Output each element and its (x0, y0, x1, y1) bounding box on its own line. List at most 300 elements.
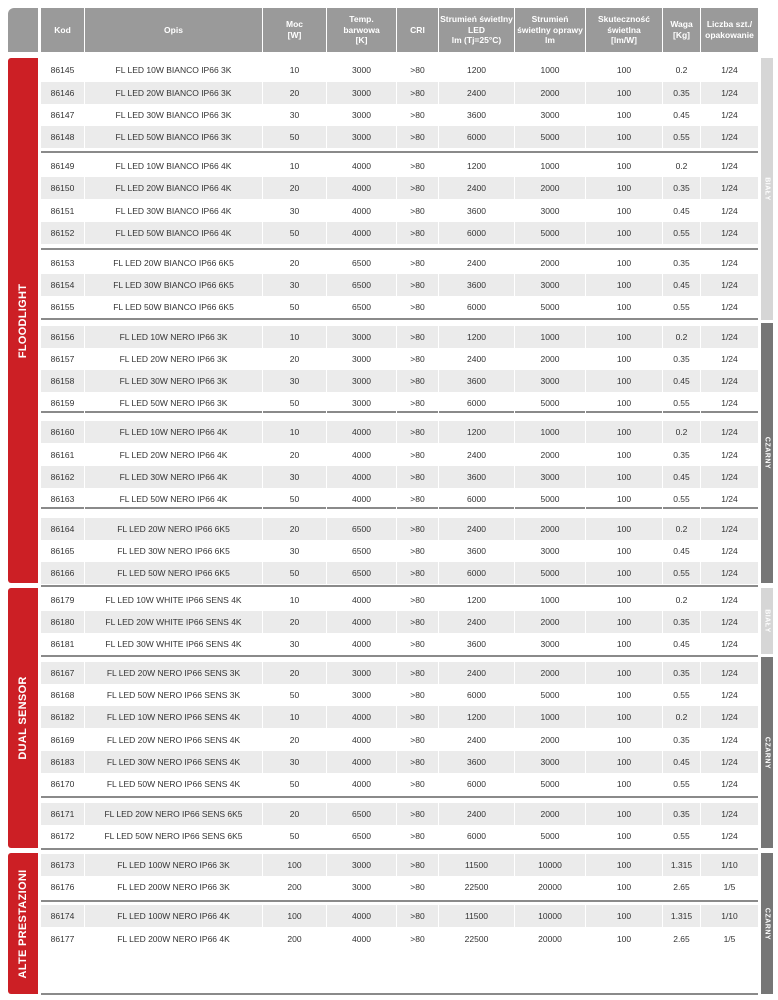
table-cell: 4000 (327, 421, 397, 443)
table-cell: 4000 (327, 611, 397, 633)
table-cell: 6000 (439, 825, 515, 847)
table-cell: 2000 (515, 252, 586, 274)
table-cell: 1200 (439, 59, 515, 81)
table-header (41, 8, 758, 52)
table-row (41, 684, 758, 706)
table-cell: 1200 (439, 155, 515, 177)
table-cell: 20 (263, 348, 327, 370)
table-cell: 5000 (515, 773, 586, 795)
table-cell: 20000 (515, 928, 586, 950)
table-cell: 100 (586, 348, 663, 370)
table-cell: 20 (263, 444, 327, 466)
table-cell: 86183 (41, 751, 85, 773)
table-row (41, 104, 758, 126)
table-cell: FL LED 10W BIANCO IP66 3K (85, 59, 263, 81)
table-cell: 100 (586, 59, 663, 81)
table-cell: 4000 (327, 155, 397, 177)
table-cell: >80 (397, 348, 439, 370)
table-cell: 1/24 (721, 735, 738, 745)
table-cell: 1/24 (721, 183, 738, 193)
table-cell: 30 (263, 633, 327, 655)
table-cell: 100 (586, 928, 663, 950)
table-cell: 4000 (327, 773, 397, 795)
table-cell: 5000 (515, 222, 586, 244)
table-row (41, 928, 758, 950)
table-cell: 3000 (327, 348, 397, 370)
table-cell: 50 (263, 222, 327, 244)
table-cell: >80 (397, 104, 439, 126)
table-cell: 100 (586, 854, 663, 876)
table-cell: 6000 (439, 392, 515, 414)
table-cell: 20000 (515, 876, 586, 898)
table-cell: 3000 (327, 662, 397, 684)
table-cell: >80 (397, 59, 439, 81)
table-cell: 5000 (515, 392, 586, 414)
table-cell: 1000 (515, 326, 586, 348)
table-cell: 100 (586, 82, 663, 104)
table-row (41, 589, 758, 611)
table-cell: >80 (397, 803, 439, 825)
table-cell: 3000 (327, 59, 397, 81)
table-cell: 100 (586, 729, 663, 751)
table-cell: 1/24 (721, 110, 738, 120)
table-cell: 10 (263, 706, 327, 728)
table-cell: 6500 (327, 803, 397, 825)
table-cell: 1000 (515, 706, 586, 728)
table-cell: 1.315 (663, 905, 701, 927)
table-cell: 3000 (515, 370, 586, 392)
table-row (41, 252, 758, 274)
table-cell: >80 (397, 222, 439, 244)
table-cell: 10000 (515, 854, 586, 876)
table-cell: 100 (586, 155, 663, 177)
table-cell: 3000 (515, 200, 586, 222)
table-cell: 100 (586, 177, 663, 199)
table-cell: 3600 (439, 370, 515, 392)
table-row (41, 348, 758, 370)
table-cell: 100 (586, 274, 663, 296)
table-cell: 2.65 (663, 876, 701, 898)
table-cell: >80 (397, 370, 439, 392)
table-cell: 1/24 (721, 595, 738, 605)
table-row (41, 421, 758, 443)
table-cell: 3000 (515, 274, 586, 296)
table-cell: 86174 (41, 905, 85, 927)
table-cell: 30 (263, 370, 327, 392)
table-cell: >80 (397, 326, 439, 348)
group-separator (41, 848, 758, 850)
table-cell: 86167 (41, 662, 85, 684)
table-cell: FL LED 20W NERO IP66 SENS 3K (85, 662, 263, 684)
table-cell: 86182 (41, 706, 85, 728)
table-cell: 0.35 (663, 803, 701, 825)
table-cell: 0.35 (663, 252, 701, 274)
table-cell: FL LED 200W NERO IP66 4K (85, 928, 263, 950)
table-cell: 0.45 (663, 370, 701, 392)
table-cell: 1/24 (721, 524, 738, 534)
table-cell: 20 (263, 177, 327, 199)
table-cell: 100 (586, 252, 663, 274)
table-cell: 86161 (41, 444, 85, 466)
table-cell: 86160 (41, 421, 85, 443)
table-cell: 86166 (41, 562, 85, 584)
table-cell: 86153 (41, 252, 85, 274)
table-cell: 1/24 (721, 831, 738, 841)
column-header: CRI (397, 8, 439, 52)
table-cell: >80 (397, 589, 439, 611)
table-cell: >80 (397, 633, 439, 655)
table-cell: 86172 (41, 825, 85, 847)
category-bar (8, 58, 38, 583)
table-cell: 0.55 (663, 488, 701, 510)
category-label: FLOODLIGHT (17, 283, 29, 358)
column-header: Strumień świetlny LED lm (Tj=25°C) (439, 8, 515, 52)
table-cell: 3000 (327, 82, 397, 104)
table-cell: 0.35 (663, 177, 701, 199)
table-cell: 100 (586, 751, 663, 773)
table-cell: 86155 (41, 296, 85, 318)
table-cell: 3600 (439, 466, 515, 488)
table-cell: 86152 (41, 222, 85, 244)
table-row (41, 854, 758, 876)
table-cell: FL LED 30W NERO IP66 SENS 4K (85, 751, 263, 773)
table-cell: >80 (397, 155, 439, 177)
table-cell: 3000 (327, 370, 397, 392)
table-cell: >80 (397, 421, 439, 443)
table-cell: 0.55 (663, 562, 701, 584)
table-cell: 2000 (515, 444, 586, 466)
table-row (41, 200, 758, 222)
table-row (41, 370, 758, 392)
table-cell: 1/5 (723, 882, 736, 892)
table-cell: 2000 (515, 518, 586, 540)
table-cell: 1.315 (663, 854, 701, 876)
table-cell: 1/24 (721, 258, 738, 268)
table-cell: 100 (586, 633, 663, 655)
table-cell: 0.45 (663, 274, 701, 296)
table-cell: FL LED 10W BIANCO IP66 4K (85, 155, 263, 177)
table-cell: 86173 (41, 854, 85, 876)
table-cell: 86157 (41, 348, 85, 370)
table-cell: 1000 (515, 155, 586, 177)
table-cell: 86156 (41, 326, 85, 348)
table-cell: 6000 (439, 488, 515, 510)
table-cell: 100 (586, 444, 663, 466)
table-cell: 86179 (41, 589, 85, 611)
table-cell: 2400 (439, 252, 515, 274)
column-header: Moc [W] (263, 8, 327, 52)
table-cell: 200 (263, 928, 327, 950)
table-cell: >80 (397, 611, 439, 633)
table-cell: FL LED 10W NERO IP66 4K (85, 421, 263, 443)
table-cell: 0.45 (663, 751, 701, 773)
table-cell: 50 (263, 825, 327, 847)
table-row (41, 326, 758, 348)
table-cell: 100 (586, 488, 663, 510)
table-cell: FL LED 20W NERO IP66 3K (85, 348, 263, 370)
table-cell: FL LED 30W NERO IP66 6K5 (85, 540, 263, 562)
table-cell: 3000 (327, 876, 397, 898)
table-cell: 100 (586, 296, 663, 318)
table-cell: 0.2 (663, 421, 701, 443)
table-row (41, 562, 758, 584)
color-label: CZARNY (763, 436, 771, 470)
table-cell: 86159 (41, 392, 85, 414)
table-cell: 3000 (327, 854, 397, 876)
group-separator (41, 796, 758, 798)
table-cell: FL LED 30W BIANCO IP66 6K5 (85, 274, 263, 296)
table-cell: 3000 (327, 104, 397, 126)
table-row (41, 59, 758, 81)
table-cell: 1/24 (721, 398, 738, 408)
table-row (41, 82, 758, 104)
table-cell: 100 (586, 825, 663, 847)
table-cell: 1/24 (721, 668, 738, 678)
table-cell: 86171 (41, 803, 85, 825)
table-cell: 2400 (439, 518, 515, 540)
table-row (41, 729, 758, 751)
table-cell: 1/24 (721, 779, 738, 789)
table-cell: 4000 (327, 177, 397, 199)
table-cell: 1000 (515, 589, 586, 611)
table-cell: >80 (397, 466, 439, 488)
table-cell: FL LED 30W NERO IP66 3K (85, 370, 263, 392)
table-cell: 1/24 (721, 161, 738, 171)
table-cell: 4000 (327, 706, 397, 728)
table-cell: >80 (397, 773, 439, 795)
table-cell: 86169 (41, 729, 85, 751)
group-separator (41, 585, 758, 587)
table-cell: 4000 (327, 729, 397, 751)
table-cell: 50 (263, 562, 327, 584)
table-cell: 2000 (515, 611, 586, 633)
table-cell: >80 (397, 662, 439, 684)
table-cell: 10000 (515, 905, 586, 927)
table-cell: 1200 (439, 326, 515, 348)
table-cell: 0.55 (663, 296, 701, 318)
column-header: Liczba szt./ opakowanie (701, 8, 758, 52)
table-cell: 2000 (515, 82, 586, 104)
column-header: Skuteczność świetlna [lm/W] (586, 8, 663, 52)
table-cell: >80 (397, 274, 439, 296)
group-separator (41, 900, 758, 902)
table-cell: FL LED 50W NERO IP66 SENS 6K5 (85, 825, 263, 847)
table-cell: 4000 (327, 633, 397, 655)
table-cell: >80 (397, 177, 439, 199)
table-cell: 10 (263, 326, 327, 348)
table-cell: 2400 (439, 611, 515, 633)
table-cell: 100 (586, 803, 663, 825)
table-cell: 1200 (439, 589, 515, 611)
table-cell: 86181 (41, 633, 85, 655)
table-cell: >80 (397, 200, 439, 222)
table-cell: FL LED 30W BIANCO IP66 4K (85, 200, 263, 222)
table-cell: >80 (397, 854, 439, 876)
table-cell: 22500 (439, 928, 515, 950)
table-cell: 6000 (439, 222, 515, 244)
table-cell: 0.2 (663, 706, 701, 728)
table-cell: 30 (263, 751, 327, 773)
column-header: Strumień świetlny oprawy lm (515, 8, 586, 52)
table-cell: 4000 (327, 905, 397, 927)
table-cell: 2400 (439, 177, 515, 199)
table-cell: 1/24 (721, 546, 738, 556)
table-cell: 11500 (439, 854, 515, 876)
table-cell: 0.2 (663, 59, 701, 81)
table-cell: 1/24 (721, 809, 738, 819)
table-cell: >80 (397, 252, 439, 274)
table-cell: FL LED 10W WHITE IP66 SENS 4K (85, 589, 263, 611)
table-cell: 3000 (515, 104, 586, 126)
table-cell: 2400 (439, 82, 515, 104)
table-cell: 1/24 (721, 568, 738, 578)
table-cell: 0.45 (663, 633, 701, 655)
table-cell: 6500 (327, 562, 397, 584)
table-cell: >80 (397, 684, 439, 706)
table-cell: 5000 (515, 825, 586, 847)
table-cell: 86168 (41, 684, 85, 706)
table-cell: 2400 (439, 729, 515, 751)
table-cell: 1/24 (721, 88, 738, 98)
table-cell: 0.2 (663, 518, 701, 540)
table-cell: 0.45 (663, 466, 701, 488)
color-label: BIAŁY (763, 609, 771, 633)
table-cell: 86163 (41, 488, 85, 510)
table-bottom-rule (41, 993, 758, 995)
table-cell: FL LED 50W NERO IP66 4K (85, 488, 263, 510)
table-cell: 100 (586, 200, 663, 222)
table-cell: 1/24 (721, 65, 738, 75)
table-cell: 6500 (327, 540, 397, 562)
table-cell: FL LED 50W NERO IP66 SENS 3K (85, 684, 263, 706)
table-cell: 6000 (439, 296, 515, 318)
table-row (41, 773, 758, 795)
table-cell: 4000 (327, 466, 397, 488)
table-cell: >80 (397, 876, 439, 898)
table-row (41, 662, 758, 684)
table-cell: >80 (397, 562, 439, 584)
table-cell: FL LED 100W NERO IP66 3K (85, 854, 263, 876)
group-separator (41, 318, 758, 320)
table-cell: 3000 (327, 126, 397, 148)
table-cell: 1/24 (721, 690, 738, 700)
table-cell: 6000 (439, 684, 515, 706)
table-cell: 50 (263, 684, 327, 706)
table-cell: 5000 (515, 126, 586, 148)
table-cell: 4000 (327, 222, 397, 244)
table-row (41, 706, 758, 728)
table-cell: FL LED 20W NERO IP66 6K5 (85, 518, 263, 540)
table-cell: 2400 (439, 662, 515, 684)
table-cell: 6500 (327, 825, 397, 847)
table-cell: 6500 (327, 518, 397, 540)
table-cell: 1/24 (721, 617, 738, 627)
table-cell: 2000 (515, 177, 586, 199)
category-label: DUAL SENSOR (17, 676, 29, 760)
table-cell: 22500 (439, 876, 515, 898)
table-cell: 86154 (41, 274, 85, 296)
table-cell: >80 (397, 751, 439, 773)
table-cell: FL LED 20W NERO IP66 SENS 4K (85, 729, 263, 751)
table-cell: 30 (263, 200, 327, 222)
table-row (41, 803, 758, 825)
table-cell: 1/24 (721, 302, 738, 312)
color-label: CZARNY (763, 907, 771, 940)
table-cell: 0.35 (663, 82, 701, 104)
table-cell: 0.35 (663, 444, 701, 466)
table-cell: 20 (263, 82, 327, 104)
category-bar (8, 853, 38, 994)
table-cell: 6500 (327, 274, 397, 296)
table-cell: 100 (586, 684, 663, 706)
column-header: Temp. barwowa [K] (327, 8, 397, 52)
table-cell: 86162 (41, 466, 85, 488)
table-cell: 86149 (41, 155, 85, 177)
table-cell: 0.35 (663, 662, 701, 684)
table-cell: FL LED 20W NERO IP66 SENS 6K5 (85, 803, 263, 825)
table-cell: 100 (586, 326, 663, 348)
table-cell: 5000 (515, 488, 586, 510)
color-bar (761, 588, 773, 654)
color-bar (761, 323, 773, 583)
table-cell: 200 (263, 876, 327, 898)
table-cell: 3600 (439, 751, 515, 773)
table-cell: FL LED 20W BIANCO IP66 6K5 (85, 252, 263, 274)
table-cell: 100 (586, 518, 663, 540)
table-cell: 0.55 (663, 825, 701, 847)
table-row (41, 876, 758, 898)
table-cell: 4000 (327, 589, 397, 611)
table-cell: 86148 (41, 126, 85, 148)
table-cell: 30 (263, 466, 327, 488)
table-cell: 3000 (327, 392, 397, 414)
table-cell: >80 (397, 488, 439, 510)
table-cell: >80 (397, 905, 439, 927)
table-cell: 3600 (439, 104, 515, 126)
table-cell: 100 (586, 222, 663, 244)
table-cell: 0.45 (663, 540, 701, 562)
table-cell: >80 (397, 444, 439, 466)
table-cell: 0.35 (663, 611, 701, 633)
table-cell: 86145 (41, 59, 85, 81)
table-cell: 20 (263, 518, 327, 540)
table-cell: 50 (263, 126, 327, 148)
table-cell: 2000 (515, 348, 586, 370)
table-cell: 1/10 (721, 911, 738, 921)
table-cell: 6000 (439, 126, 515, 148)
table-cell: 0.2 (663, 326, 701, 348)
table-cell: 0.45 (663, 200, 701, 222)
table-cell: 1200 (439, 421, 515, 443)
table-cell: 50 (263, 392, 327, 414)
table-cell: 100 (263, 854, 327, 876)
table-cell: 3600 (439, 200, 515, 222)
table-cell: FL LED 20W BIANCO IP66 3K (85, 82, 263, 104)
table-cell: 100 (586, 562, 663, 584)
table-cell: FL LED 20W NERO IP66 4K (85, 444, 263, 466)
table-row (41, 155, 758, 177)
table-cell: 10 (263, 155, 327, 177)
table-cell: 1/24 (721, 450, 738, 460)
table-cell: 3000 (515, 466, 586, 488)
table-cell: 86164 (41, 518, 85, 540)
table-cell: 3000 (515, 751, 586, 773)
table-cell: 100 (586, 706, 663, 728)
table-cell: FL LED 50W BIANCO IP66 3K (85, 126, 263, 148)
color-label: CZARNY (763, 736, 771, 769)
table-cell: 1000 (515, 59, 586, 81)
table-cell: FL LED 200W NERO IP66 3K (85, 876, 263, 898)
